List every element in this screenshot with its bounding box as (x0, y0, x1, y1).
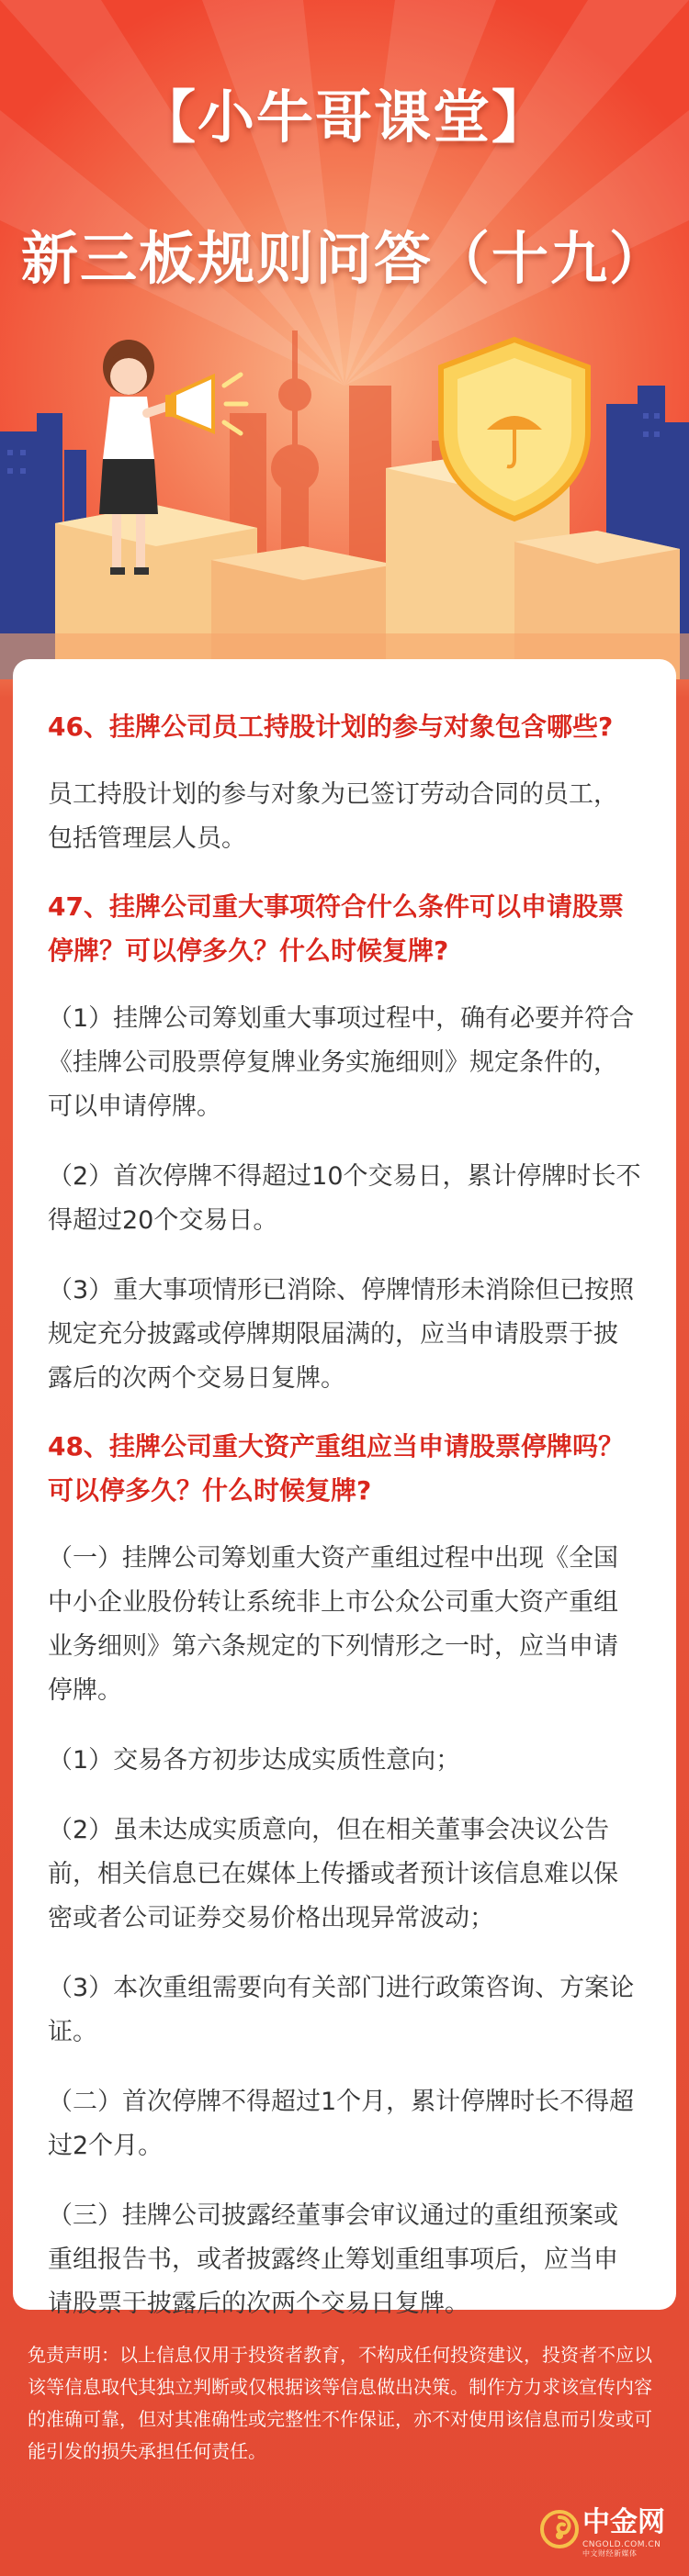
answer-48-item-1: （一）挂牌公司筹划重大资产重组过程中出现《全国中小企业股份转让系统非上市公众公司重大资产重组业务细则》第六条规定的下列情形之一时，应当申请停牌。 (48, 1544, 618, 1705)
hero-banner (0, 0, 689, 679)
cngold-logo-icon (540, 2510, 579, 2548)
disclaimer-text: 免责声明：以上信息仅用于投资者教育，不构成任何投资建议，投资者不应以该等信息取代其独立判断或仅根据该等信息做出决策。制作方力求该宣传内容的准确可靠，但对其准确性或完整性不作保证，亦不对使用该信息而引发或可能引发的损失承担任何责任。 (28, 2344, 652, 2462)
answer-47-item-1: （1）挂牌公司筹划重大事项过程中，确有必要并符合《挂牌公司股票停复牌业务实施细则》规定条件的，可以申请停牌。 (48, 1004, 635, 1121)
page-title-brand: 【小牛哥课堂】 (138, 84, 550, 151)
answer-48-item-4: （3）本次重组需要向有关部门进行政策咨询、方案论证。 (48, 1974, 635, 2046)
cngold-logo (540, 2504, 678, 2559)
question-47: 47、挂牌公司重大事项符合什么条件可以申请股票停牌？可以停多久？什么时候复牌? (48, 891, 624, 966)
answer-48-item-2: （1）交易各方初步达成实质性意向； (48, 1746, 461, 1775)
city-illustration (0, 330, 689, 679)
answer-47-item-3: （3）重大事项情形已消除、停牌情形未消除但已按照规定充分披露或停牌期限届满的，应当申请股票于披露后的次两个交易日复牌。 (48, 1276, 635, 1393)
logo-tagline: 中文财经新媒体 (582, 2549, 638, 2558)
question-46: 46、挂牌公司员工持股计划的参与对象包含哪些? (48, 711, 614, 742)
answer-47-item-2: （2）首次停牌不得超过10个交易日，累计停牌时长不得超过20个交易日。 (48, 1162, 641, 1235)
answer-48-item-3: （2）虽未达成实质意向，但在相关董事会决议公告前，相关信息已在媒体上传播或者预计该信息难以保密或者公司证券交易价格出现异常波动； (48, 1816, 618, 1932)
answer-48-item-5: （二）首次停牌不得超过1个月，累计停牌时长不得超过2个月。 (48, 2088, 635, 2160)
qa-card (13, 659, 676, 2318)
answer-46: 员工持股计划的参与对象为已签订劳动合同的员工，包括管理层人员。 (48, 780, 618, 853)
question-48: 48、挂牌公司重大资产重组应当申请股票停牌吗？可以停多久？什么时候复牌? (48, 1431, 624, 1506)
page-title: 新三板规则问答（十九） (20, 225, 668, 292)
answer-48-item-6: （三）挂牌公司披露经董事会审议通过的重组预案或重组报告书，或者披露终止筹划重组事项后，应当申请股票于披露后的次两个交易日复牌。 (48, 2201, 618, 2318)
logo-domain: CNGOLD.COM.CN (582, 2540, 661, 2549)
logo-wordmark: 中金网 (582, 2506, 665, 2538)
